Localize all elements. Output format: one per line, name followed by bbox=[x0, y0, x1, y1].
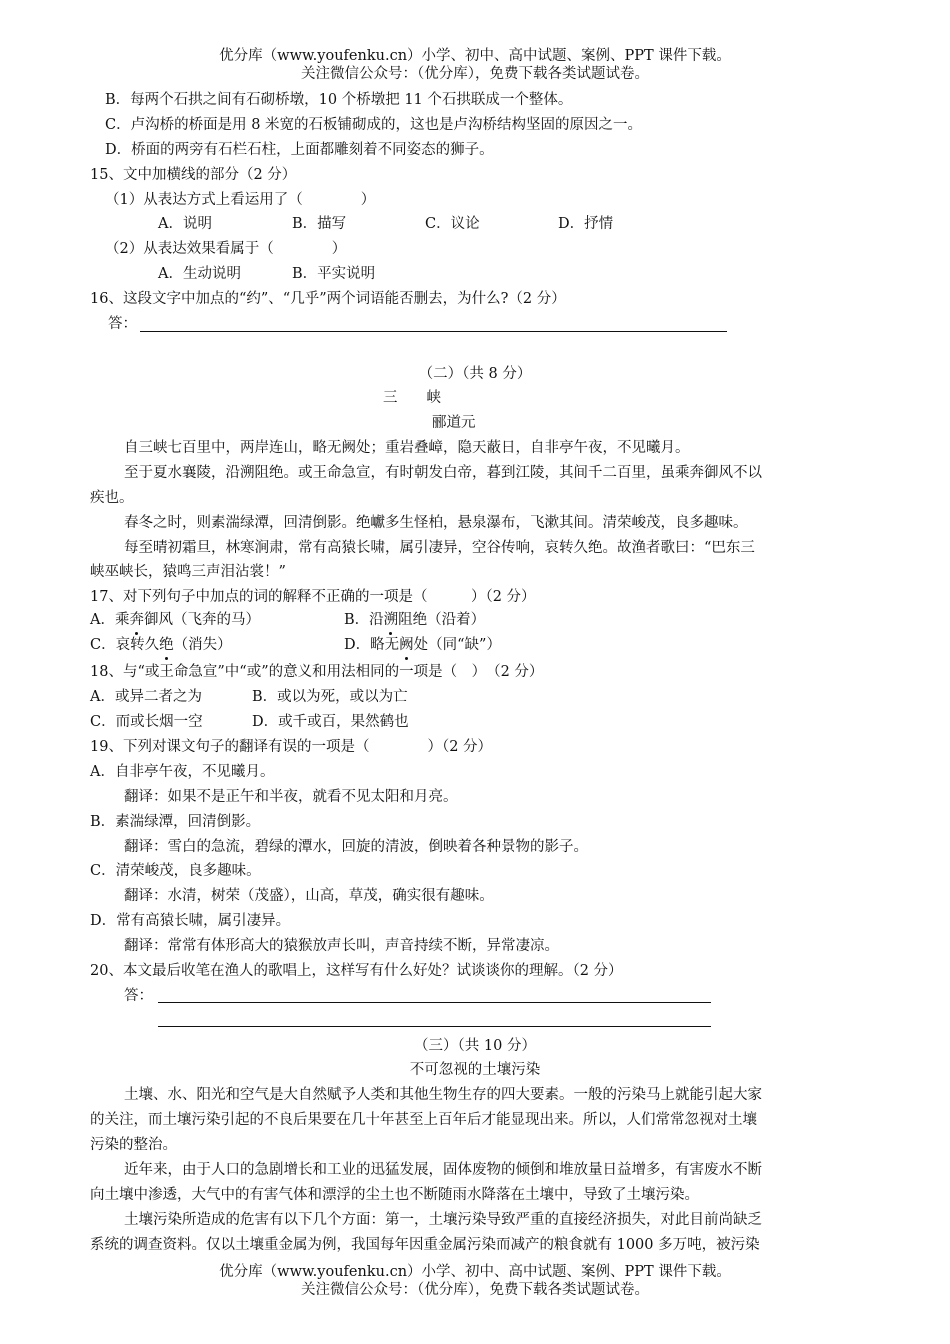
q18-option-a: A．或异二者之为 bbox=[90, 689, 202, 705]
q14-option-d: D．桥面的两旁有石栏石柱，上面都雕刻着不同姿态的狮子。 bbox=[105, 142, 494, 158]
q17-option-a-post: 御风（飞奔的马） bbox=[143, 612, 260, 628]
q15-sub1-option-a: A．说明 bbox=[158, 216, 212, 232]
q18-option-b: B．或以为死，或以为亡 bbox=[252, 689, 408, 705]
q18-option-c: C．而或长烟一空 bbox=[90, 714, 203, 730]
q19-option-d: D．常有高猿长啸，属引凄异。 bbox=[90, 913, 291, 929]
q16-stem: 16、这段文字中加点的“约”、“几乎”两个词语能否删去，为什么?（2 分） bbox=[90, 291, 566, 307]
section3-para3-line2: 系统的调查资料。仅以土壤重金属为例，我国每年因重金属污染而减产的粮食就有 1000 多万吨，被污染 bbox=[90, 1237, 760, 1253]
section3-para1-line2: 的关注，而土壤污染引起的不良后果要在几十年甚至上百年后才能显现出来。所以，人们常常忽视对土壤 bbox=[90, 1112, 757, 1128]
section3-para3-line1: 土壤污染所造成的危害有以下几个方面：第一，土壤污染导致严重的直接经济损失，对此目前尚缺乏 bbox=[124, 1212, 762, 1228]
section2-para3: 春冬之时，则素湍绿潭，回清倒影。绝巘多生怪柏，悬泉瀑布，飞漱其间。清荣峻茂，良多趣味。 bbox=[124, 515, 748, 531]
q20-stem: 20、本文最后收笔在渔人的歌唱上，这样写有什么好处？试谈谈你的理解。（2 分） bbox=[90, 963, 623, 979]
q19-stem: 19、下列对课文句子的翻译有误的一项是（ ）（2 分） bbox=[90, 739, 493, 755]
q17-option-b bbox=[344, 610, 485, 630]
q17-option-b-post: 阻绝（沿着） bbox=[398, 612, 486, 628]
page-header-line1: 优分库（www.youfenku.cn）小学、初中、高中试题、案例、PPT 课件下载。 bbox=[219, 48, 731, 64]
section3-para1-line1: 土壤、水、阳光和空气是大自然赋予人类和其他生物生存的四大要素。一般的污染马上就能引起大家 bbox=[124, 1087, 762, 1103]
q19-translation-a: 翻译：如果不是正午和半夜，就看不见太阳和月亮。 bbox=[124, 789, 458, 805]
q16-answer-label: 答： bbox=[108, 316, 137, 332]
q14-option-c: C．卢沟桥的桥面是用 8 米宽的石板铺砌成的，这也是卢沟桥结构坚固的原因之一。 bbox=[105, 117, 643, 133]
q17-stem: 17、对下列句子中加点的词的解释不正确的一项是（ ）（2 分） bbox=[90, 589, 536, 605]
q17-option-a-pre: A．乘 bbox=[90, 612, 130, 628]
section2-heading: （二）（共 8 分） bbox=[418, 366, 532, 382]
q15-sub1: （1）从表达方式上看运用了（ ） bbox=[105, 192, 376, 208]
section2-para4-line1: 每至晴初霜旦，林寒涧肃，常有高猿长啸，属引凄异，空谷传响，哀转久绝。故渔者歌曰：“巴东三 bbox=[124, 540, 755, 556]
q15-stem: 15、文中加横线的部分（2 分） bbox=[90, 167, 297, 183]
q15-sub2-option-b: B．平实说明 bbox=[292, 266, 376, 282]
q17-option-c-dotted-char: 绝 bbox=[159, 637, 174, 653]
q20-answer-line-1[interactable] bbox=[158, 1002, 711, 1003]
page-footer-line2: 关注微信公众号：（优分库），免费下载各类试题试卷。 bbox=[301, 1282, 649, 1298]
q17-option-d-post: 处（同“缺”） bbox=[413, 637, 501, 653]
q19-translation-d: 翻译：常常有体形高大的猿猴放声长叫，声音持续不断，异常凄凉。 bbox=[124, 938, 559, 954]
page-header-line2: 关注微信公众号：（优分库），免费下载各类试题试卷。 bbox=[301, 66, 649, 82]
page-footer-line1: 优分库（www.youfenku.cn）小学、初中、高中试题、案例、PPT 课件下载。 bbox=[219, 1264, 731, 1280]
q17-option-c-pre: C．哀转久 bbox=[90, 637, 160, 653]
q15-sub1-option-c: C．议论 bbox=[425, 216, 480, 232]
q19-translation-c: 翻译：水清，树荣（茂盛），山高，草茂，确实很有趣味。 bbox=[124, 888, 494, 904]
section3-para2-line2: 向土壤中渗透，大气中的有害气体和漂浮的尘土也不断随雨水降落在土壤中，导致了土壤污染。 bbox=[90, 1187, 699, 1203]
q17-option-d-dotted-char: 阙 bbox=[399, 637, 414, 653]
q17-option-a-dotted-char: 奔 bbox=[129, 612, 144, 628]
section3-title: 不可忽视的土壤污染 bbox=[409, 1062, 541, 1078]
section2-para2-line2: 疾也。 bbox=[90, 490, 134, 506]
section2-para4-line2: 峡巫峡长，猿鸣三声泪沾裳！” bbox=[90, 564, 286, 580]
q15-sub1-option-d: D．抒情 bbox=[558, 216, 614, 232]
section3-para2-line1: 近年来，由于人口的急剧增长和工业的迅猛发展，固体废物的倾倒和堆放量日益增多，有害废水不断 bbox=[124, 1162, 762, 1178]
q19-translation-b: 翻译：雪白的急流，碧绿的潭水，回旋的清波，倒映着各种景物的影子。 bbox=[124, 839, 588, 855]
q17-option-d bbox=[344, 635, 501, 655]
q20-answer-line-2[interactable] bbox=[158, 1026, 711, 1027]
section3-para1-line3: 污染的整治。 bbox=[90, 1137, 177, 1153]
section2-para2-line1: 至于夏水襄陵，沿溯阻绝。或王命急宣，有时朝发白帝，暮到江陵，其间千二百里，虽乘奔御风不以 bbox=[124, 465, 762, 481]
q17-option-b-dotted-char: 溯 bbox=[383, 612, 399, 628]
q15-sub1-option-b: B．描写 bbox=[292, 216, 347, 232]
q19-option-a: A．自非亭午夜，不见曦月。 bbox=[90, 764, 275, 780]
section2-para1: 自三峡七百里中，两岸连山，略无阙处；重岩叠嶂，隐天蔽日，自非亭午夜，不见曦月。 bbox=[124, 440, 690, 456]
q20-answer-label: 答： bbox=[124, 988, 153, 1004]
q14-option-b: B．每两个石拱之间有石砌桥墩，10 个桥墩把 11 个石拱联成一个整体。 bbox=[105, 92, 573, 108]
section2-author: 郦道元 bbox=[432, 415, 476, 431]
q17-option-a bbox=[90, 610, 260, 630]
q17-option-d-pre: D．略无 bbox=[344, 637, 400, 653]
q15-sub2-option-a: A．生动说明 bbox=[158, 266, 241, 282]
q19-option-b: B．素湍绿潭，回清倒影。 bbox=[90, 814, 261, 830]
q19-option-c: C．清荣峻茂，良多趣味。 bbox=[90, 863, 261, 879]
q17-option-c bbox=[90, 635, 232, 655]
section3-heading: （三）（共 10 分） bbox=[414, 1038, 536, 1054]
q18-option-d: D．或千或百，果然鹤也 bbox=[252, 714, 409, 730]
q17-option-c-post: （消失） bbox=[173, 637, 232, 653]
q18-stem: 18、与“或王命急宣”中“或”的意义和用法相同的一项是（ ） （2 分） bbox=[90, 664, 544, 680]
q17-option-b-pre: B．沿 bbox=[344, 612, 384, 628]
section2-title: 三 峡 bbox=[383, 390, 441, 406]
q15-sub2: （2）从表达效果看属于（ ） bbox=[105, 241, 347, 257]
q16-answer-line[interactable] bbox=[140, 331, 727, 332]
